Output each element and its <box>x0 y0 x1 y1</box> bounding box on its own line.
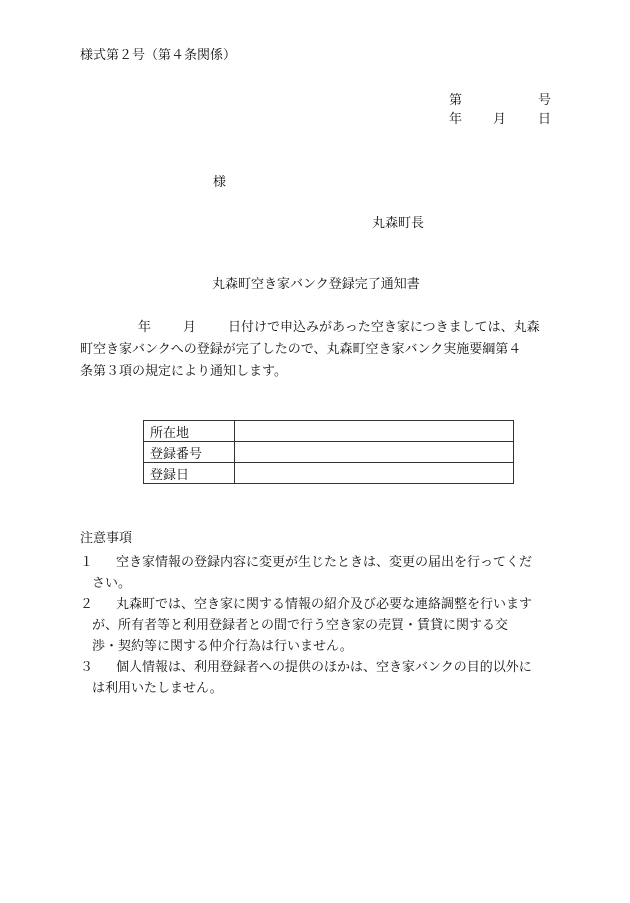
note-text: 丸森町では、空き家に関する情報の紹介及び必要な連絡調整を行います <box>116 597 533 612</box>
addressee-suffix: 様 <box>213 175 227 190</box>
note-text: 渉・契約等に関する仲介行為は行いません。 <box>92 639 353 654</box>
note-number: ３ <box>80 660 94 675</box>
form-number: 様式第２号（第４条関係） <box>80 48 237 63</box>
note-text: が、所有者等と利用登録者との間で行う空き家の売買・賃貸に関する交 <box>92 618 509 633</box>
body-month: 月 <box>183 320 197 335</box>
number-suffix: 号 <box>538 93 552 108</box>
list-item <box>80 657 590 699</box>
body-line-1-text: 日付けで申込みがあった空き家につきましては、丸森 <box>228 320 540 335</box>
table-row <box>144 463 514 484</box>
value-registration-date <box>235 463 514 484</box>
list-item <box>80 594 590 657</box>
label-registration-number: 登録番号 <box>144 442 235 463</box>
body-year: 年 <box>138 320 152 335</box>
table-row <box>144 442 514 463</box>
note-text: 空き家情報の登録内容に変更が生じたときは、変更の届出を行ってくだ <box>116 555 533 570</box>
notes-heading: 注意事項 <box>80 531 133 546</box>
body-line-1 <box>80 317 583 339</box>
notes-list <box>80 552 590 699</box>
body-paragraph <box>80 317 583 383</box>
value-location <box>235 421 514 442</box>
date-day-label: 日 <box>538 112 552 127</box>
body-line-3: 条第３項の規定により通知します。 <box>80 364 287 379</box>
note-text: 個人情報は、利用登録者への提供のほかは、空き家バンクの目的以外に <box>116 660 532 675</box>
sender-name: 丸森町長 <box>372 216 425 231</box>
date-year-label: 年 <box>449 112 463 127</box>
table-row <box>144 421 514 442</box>
list-item <box>80 552 590 594</box>
label-location: 所在地 <box>144 421 235 442</box>
property-info-table <box>143 420 514 484</box>
date-month-label: 月 <box>493 112 507 127</box>
note-text: は利用いたしません。 <box>92 681 223 696</box>
label-registration-date: 登録日 <box>144 463 235 484</box>
body-line-2: 町空き家バンクへの登録が完了したので、丸森町空き家バンク実施要綱第４ <box>80 342 522 357</box>
note-number: ２ <box>80 597 94 612</box>
number-prefix: 第 <box>449 93 463 108</box>
note-number: １ <box>80 555 94 570</box>
value-registration-number <box>235 442 514 463</box>
note-text: さい。 <box>92 576 132 591</box>
document-title: 丸森町空き家バンク登録完了通知書 <box>212 277 420 292</box>
